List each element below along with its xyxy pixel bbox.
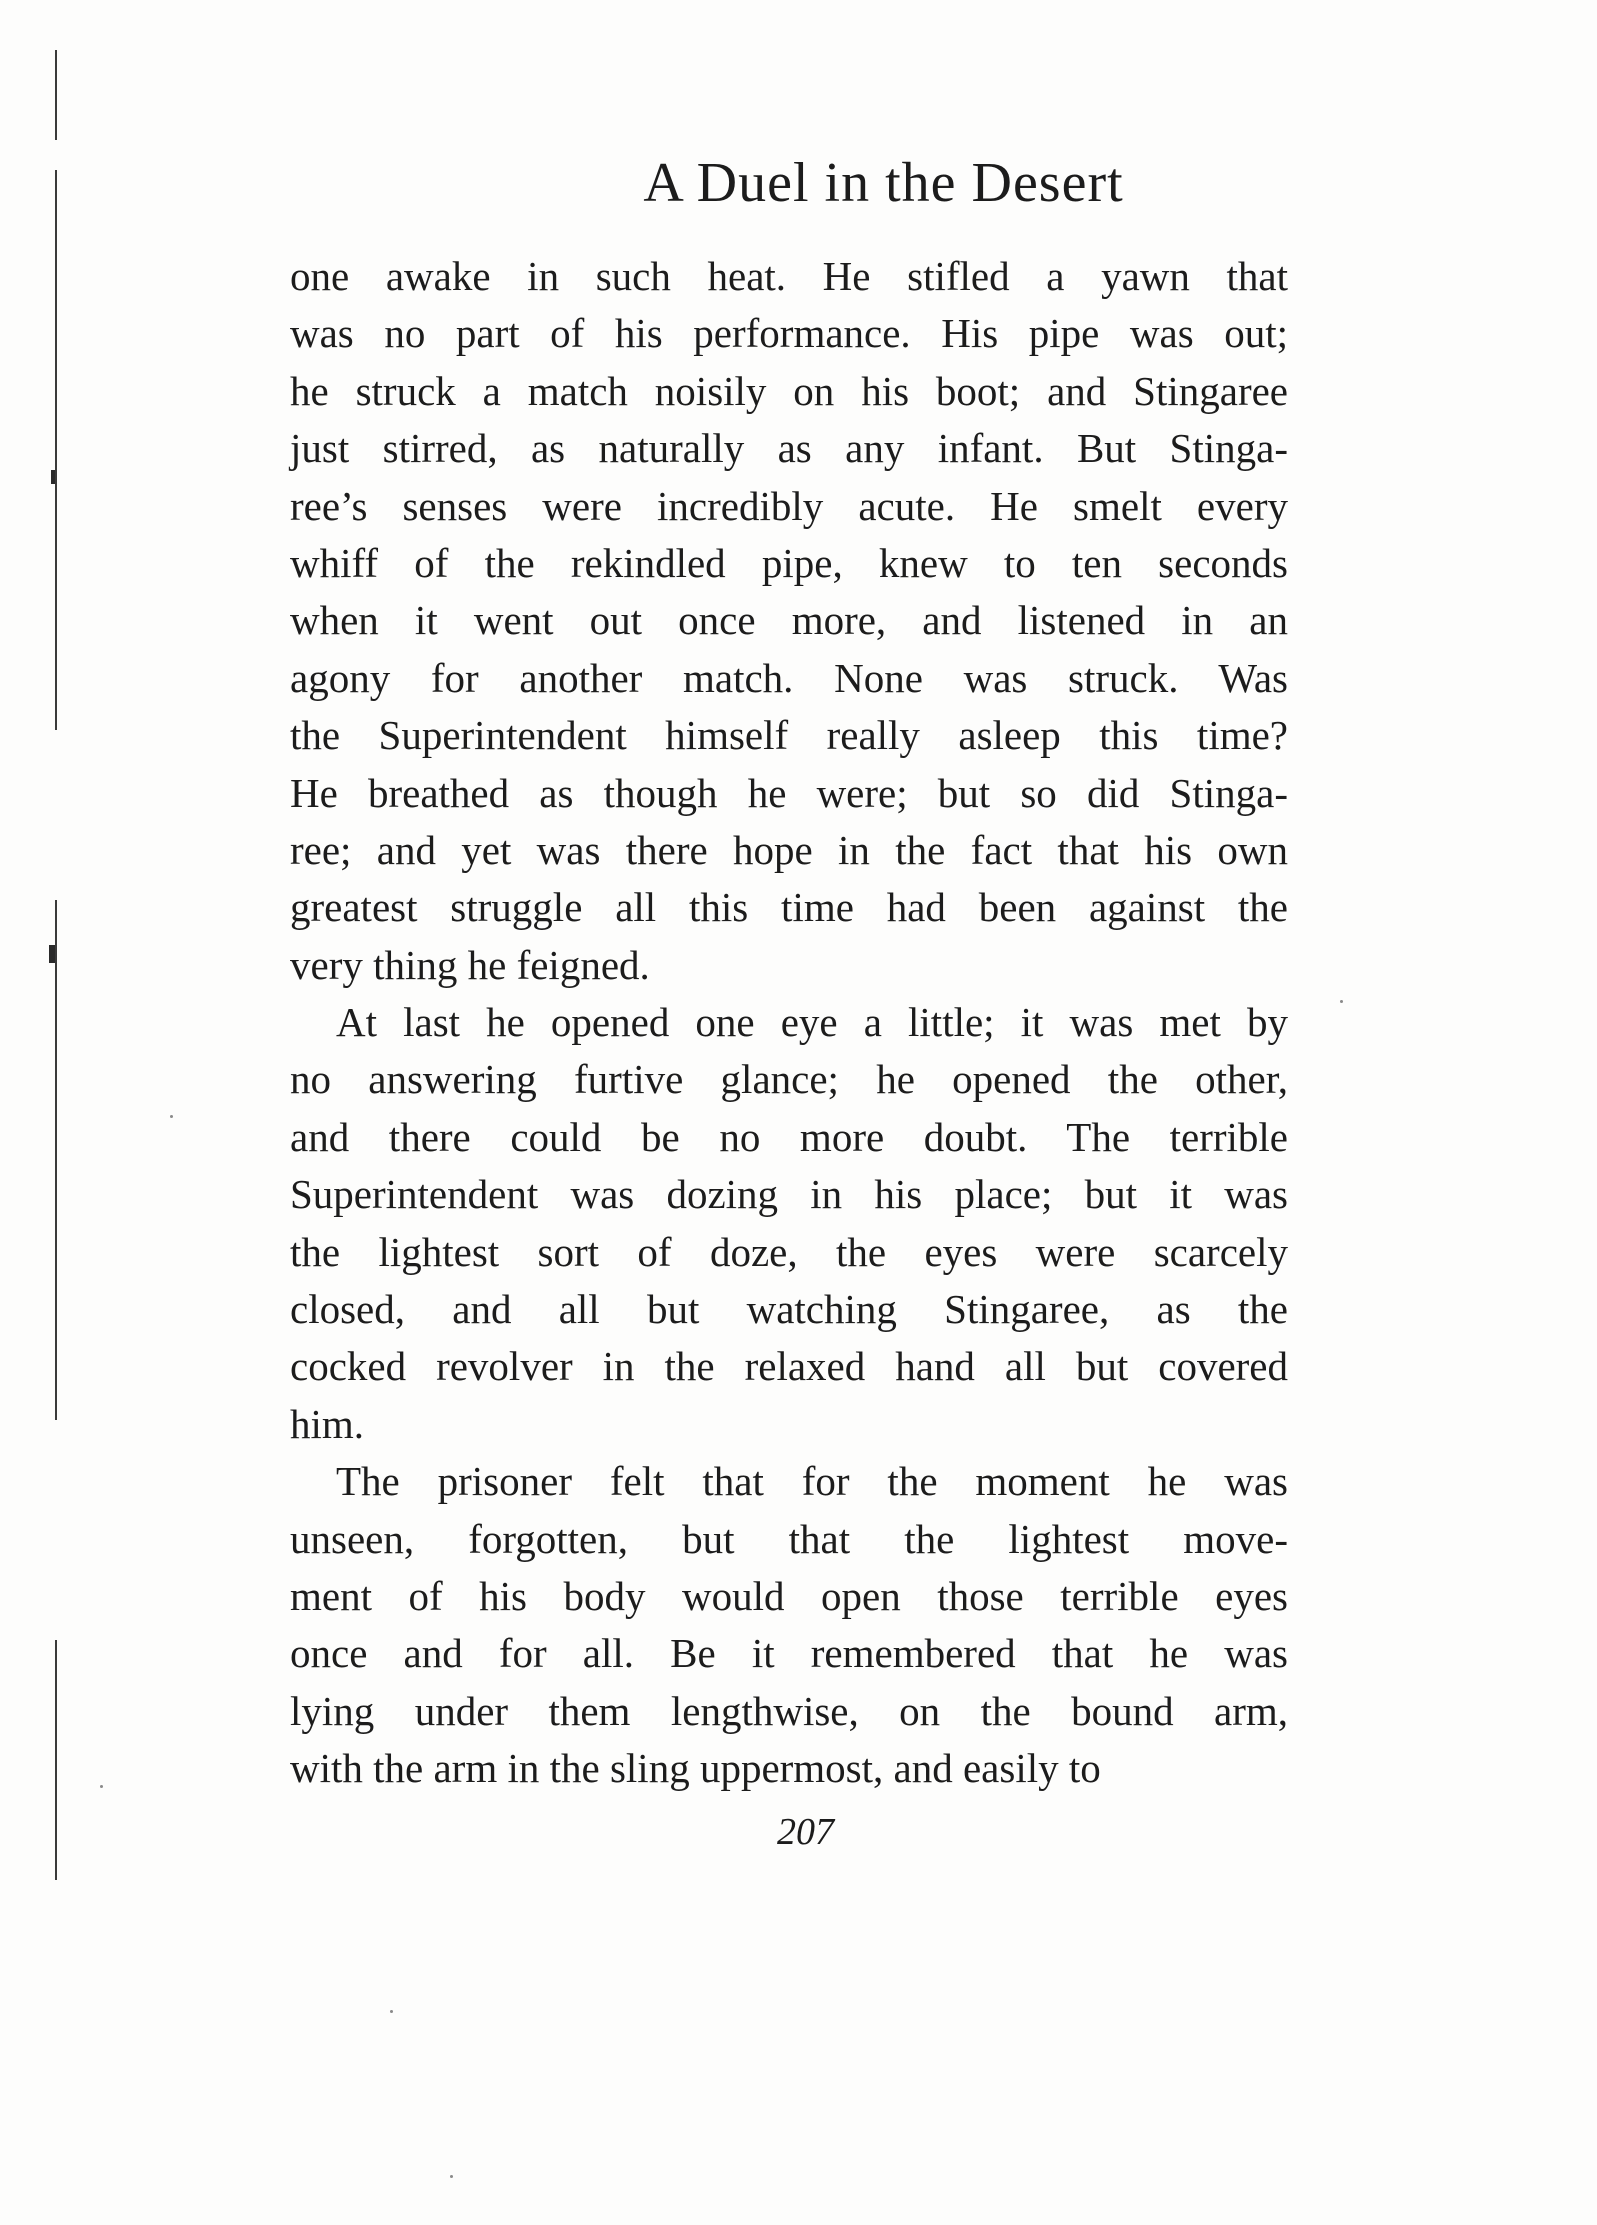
text-line: lying under them lengthwise, on the bound arm,: [290, 1687, 1288, 1734]
text-line: just stirred, as naturally as any infant. But Stinga-: [290, 425, 1288, 472]
text-line: ree; and yet was there hope in the fact that his own: [290, 826, 1288, 873]
body-text: [290, 248, 1288, 1798]
scan-gutter-line: [55, 50, 57, 140]
text-line: the Superintendent himself really asleep this time?: [290, 712, 1288, 759]
scan-gutter-mark: [49, 945, 55, 963]
text-line: He breathed as though he were; but so did Stinga-: [290, 769, 1288, 816]
paragraph: [290, 994, 1288, 1453]
text-line: once and for all. Be it remembered that he was: [290, 1630, 1288, 1677]
scan-gutter-line: [55, 170, 57, 730]
text-line: Superintendent was dozing in his place; but it was: [290, 1171, 1288, 1218]
text-line: one awake in such heat. He stifled a yawn that: [290, 253, 1288, 299]
scan-speck: [390, 2010, 393, 2013]
text-line: the lightest sort of doze, the eyes were scarcely: [290, 1228, 1288, 1275]
page-number-text: 207: [777, 1811, 834, 1853]
text-line: was no part of his performance. His pipe was out;: [290, 310, 1288, 357]
scan-speck: [1340, 1000, 1343, 1003]
text-line: with the arm in the sling uppermost, and easily to: [290, 1745, 1101, 1792]
scan-gutter-mark: [51, 470, 55, 484]
running-head-text: A Duel in the Desert: [643, 152, 1124, 214]
text-line: greatest struggle all this time had been against the: [290, 884, 1288, 931]
text-line: whiff of the rekindled pipe, knew to ten seconds: [290, 539, 1288, 586]
text-line: agony for another match. None was struck. Was: [290, 654, 1288, 701]
text-line: no answering furtive glance; he opened the other,: [290, 1056, 1288, 1103]
paragraph: [290, 248, 1288, 994]
scan-speck: [170, 1115, 173, 1118]
page-number: [0, 1810, 1597, 1854]
text-line: and there could be no more doubt. The terrible: [290, 1113, 1288, 1160]
text-line: very thing he feigned.: [290, 941, 650, 988]
text-line: ree’s senses were incredibly acute. He smelt every: [290, 482, 1288, 529]
text-line: unseen, forgotten, but that the lightest move-: [290, 1515, 1288, 1562]
paragraph: [290, 1453, 1288, 1797]
text-line: ment of his body would open those terrible eyes: [290, 1572, 1288, 1619]
text-line: he struck a match noisily on his boot; and Stingaree: [290, 367, 1288, 414]
scan-speck: [450, 2175, 453, 2178]
text-line: cocked revolver in the relaxed hand all but covered: [290, 1343, 1288, 1390]
text-line: him.: [290, 1400, 365, 1447]
text-line: closed, and all but watching Stingaree, as the: [290, 1286, 1288, 1333]
text-line: when it went out once more, and listened in an: [290, 597, 1288, 644]
text-line: The prisoner felt that for the moment he was: [336, 1458, 1288, 1505]
scan-gutter-line: [55, 900, 57, 1420]
scan-speck: [100, 1785, 103, 1788]
text-line: At last he opened one eye a little; it was met by: [336, 999, 1288, 1046]
running-head: [0, 152, 1597, 214]
